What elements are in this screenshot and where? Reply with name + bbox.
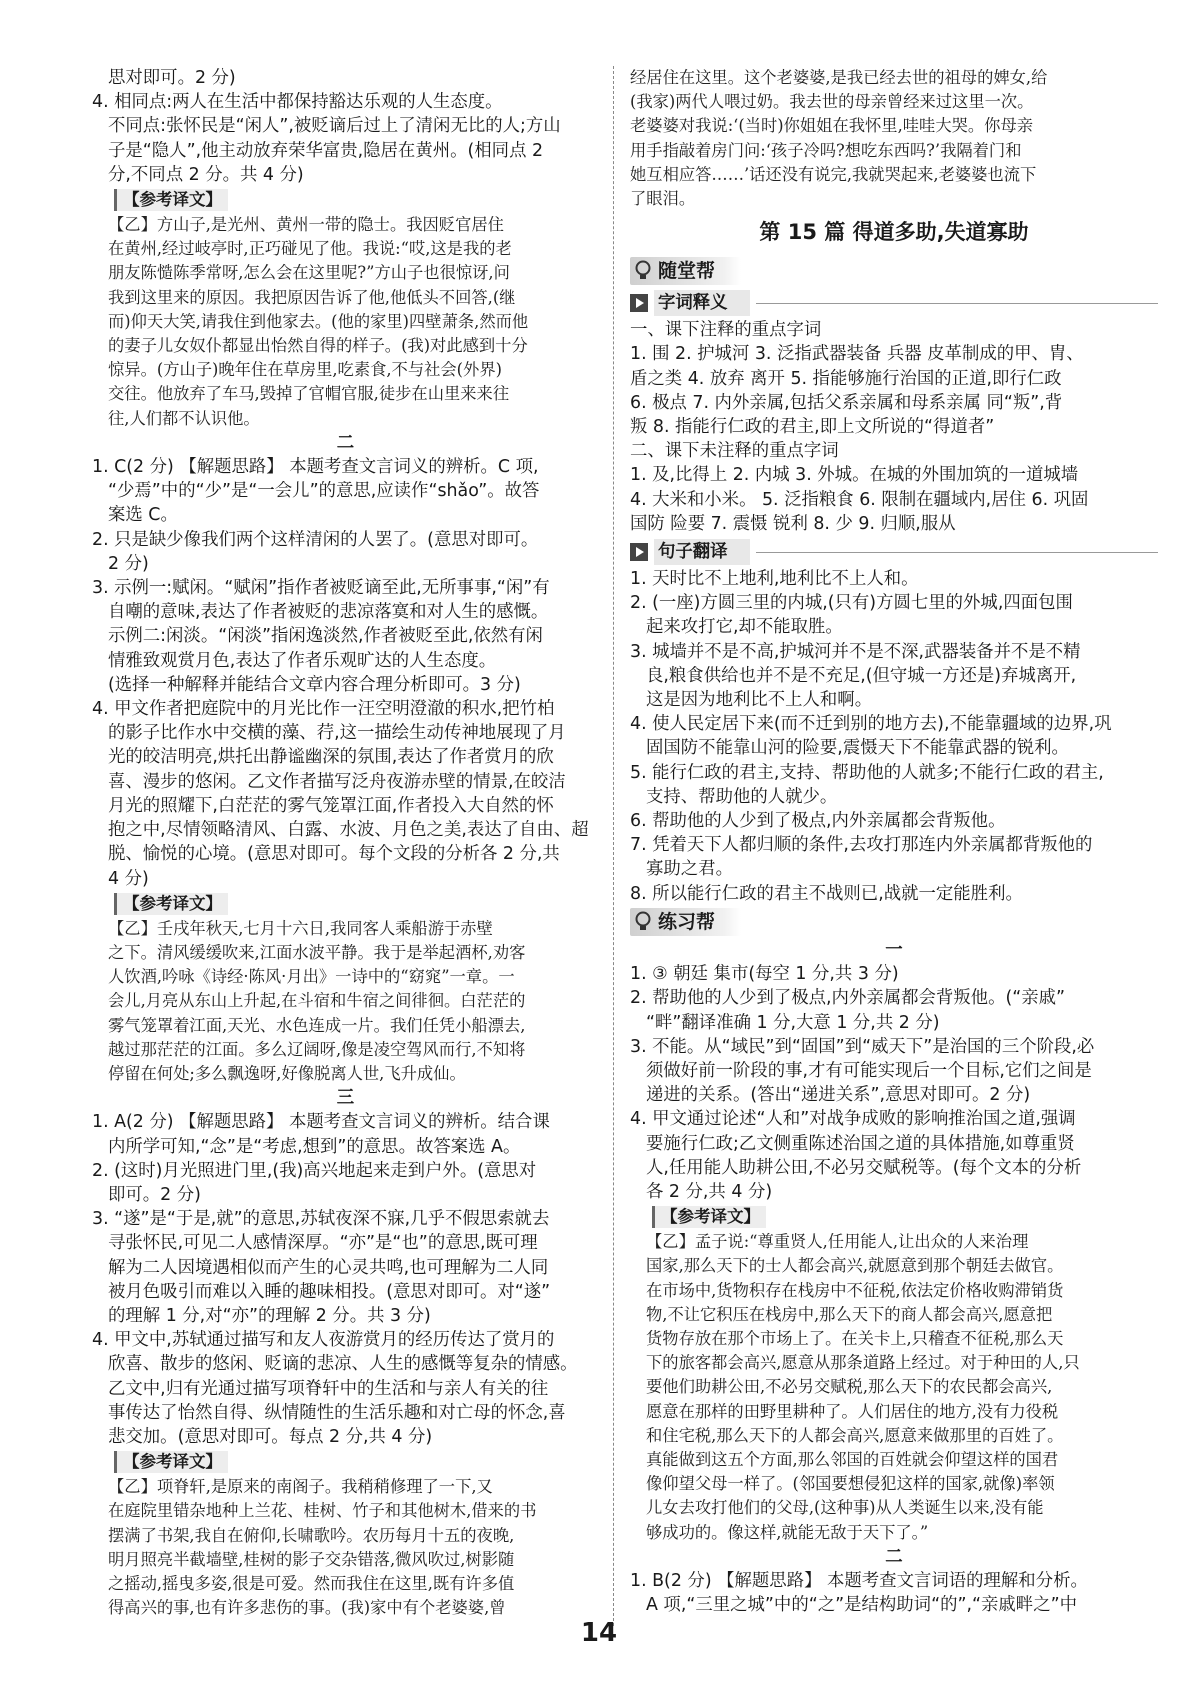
translation-line: 她互相应答……’话还没有说完,我就哭起来,老婆婆也流下 xyxy=(630,164,1037,184)
text-line: 8. 所以能行仁政的君主不战则已,战就一定能胜利。 xyxy=(630,883,1023,904)
translation-line: 国家,那么天下的士人都会高兴,就愿意到那个朝廷去做官。 xyxy=(646,1256,1064,1276)
translation-line: 【乙】壬戌年秋天,七月十六日,我同客人乘船游于赤壁 xyxy=(108,918,493,938)
text-line: 须做好前一阶段的事,才有可能实现后一个目标,它们之间是 xyxy=(646,1060,1092,1081)
translation-line: 摆满了书架,我自在俯仰,长啸歌吟。农历每月十五的夜晚, xyxy=(108,1525,515,1545)
text-line: 叛 8. 指能行仁政的君主,即上文所说的“得道者” xyxy=(630,417,995,438)
text-line: 解为二人因境遇相似而产生的心灵共鸣,也可理解为二人同 xyxy=(108,1257,549,1278)
translation-line: 的妻子儿女奴仆都显出怡然自得的样子。(我)对此感到十分 xyxy=(108,336,528,356)
text-line: 国防 险要 7. 震慑 锐利 8. 少 9. 归顺,服从 xyxy=(630,513,956,534)
translation-line: 和住宅税,那么天下的人都会高兴,愿意来做那里的百姓了。 xyxy=(646,1425,1064,1445)
text-line: 乙文中,归有光通过描写项脊轩中的生活和与亲人有关的往 xyxy=(108,1378,549,1399)
text-line: 这是因为地利比不上人和啊。 xyxy=(646,690,873,711)
text-line: 的影子比作水中交横的藻、荇,这一描绘生动传神地展现了月 xyxy=(108,723,566,744)
translation-line: 越过那茫茫的江面。多么辽阔呀,像是凌空驾风而行,不知将 xyxy=(108,1039,526,1059)
translation-line: 在市场中,货物积存在栈房中不征税,依法定价格收购滞销货 xyxy=(646,1280,1064,1300)
translation-line: 像仰望父母一样了。(邻国要想侵犯这样的国家,就像)率领 xyxy=(646,1474,1055,1494)
reference-translation-label: 【参考译文】 xyxy=(114,893,228,915)
text-line: 递进的关系。(答出“递进关系”,意思对即可。2 分) xyxy=(646,1085,1031,1106)
text-line: 1. 围 2. 护城河 3. 泛指武器装备 兵器 皮革制成的甲、胄、 xyxy=(630,344,1084,365)
text-line: 3. 示例一:赋闲。“赋闲”指作者被贬谪至此,无所事事,“闲”有 xyxy=(92,578,550,599)
text-line: 欣喜、散步的悠闲、贬谪的悲凉、人生的感慨等复杂的情感。 xyxy=(108,1354,578,1375)
translation-line: 之摇动,摇曳多姿,很是可爱。然而我住在这里,既有许多值 xyxy=(108,1573,515,1593)
text-line: 3. 城墙并不是不高,护城河并不是不深,武器装备并不是不精 xyxy=(630,641,1081,662)
text-line: 6. 极点 7. 内外亲属,包括父系亲属和母系亲属 同“叛”,背 xyxy=(630,392,1063,413)
text-line: 1. 天时比不上地利,地利比不上人和。 xyxy=(630,569,919,590)
reference-translation-label: 【参考译文】 xyxy=(114,1451,228,1473)
translation-line: 要他们助耕公田,不必另交赋税,那么天下的农民都会高兴, xyxy=(646,1377,1053,1397)
translation-line: 经居住在这里。这个老婆婆,是我已经去世的祖母的婢女,给 xyxy=(630,68,1048,87)
text-line: 抱之中,尽情领略清风、白露、水波、月色之美,表达了自由、超 xyxy=(108,820,589,841)
translation-line: 会儿,月亮从东山上升起,在斗宿和牛宿之间徘徊。白茫茫的 xyxy=(108,991,526,1011)
text-line: 即可。2 分) xyxy=(108,1184,201,1205)
section-number: 二 xyxy=(885,1546,903,1567)
translation-line: 在黄州,经过岐亭时,正巧碰见了他。我说:“哎,这是我的老 xyxy=(108,239,512,259)
translation-line: 得高兴的事,也有许多悲伤的事。(我)家中有个老婆婆,曾 xyxy=(108,1598,506,1618)
suitang-label: 随堂帮 xyxy=(658,260,716,283)
lianxi-banner xyxy=(630,908,741,936)
text-line: 1. C(2 分) 【解题思路】 本题考查文言词义的辨析。C 项, xyxy=(92,457,539,478)
suitang-banner xyxy=(630,257,741,285)
translation-line: 愿意在那样的田野里耕种了。人们居住的地方,没有力役税 xyxy=(646,1401,1059,1421)
page-number: 14 xyxy=(580,1618,618,1648)
translation-line: 老婆婆对我说:‘(当时)你姐姐在我怀里,哇哇大哭。你母亲 xyxy=(630,116,1034,136)
translation-line: 下的旅客都会高兴,愿意从那条道路上经过。对于种田的人,只 xyxy=(646,1353,1080,1373)
section-number: 三 xyxy=(336,1088,355,1109)
text-line: 6. 帮助他的人少到了极点,内外亲属都会背叛他。 xyxy=(630,811,1006,832)
translation-line: 雾气笼罩着江面,天光、水色连成一片。我们任凭小船漂去, xyxy=(108,1015,526,1035)
text-line: 4 分) xyxy=(108,868,149,889)
text-line: 4. 使人民定居下来(而不迁到别的地方去),不能靠疆域的边界,巩 xyxy=(630,714,1112,735)
text-line: 2 分) xyxy=(108,553,149,574)
juzi-heading xyxy=(630,539,1158,565)
text-line: 一、课下注释的重点字词 xyxy=(630,320,822,341)
reference-translation-label: 【参考译文】 xyxy=(652,1206,766,1228)
text-line: 支持、帮助他的人就少。 xyxy=(646,786,838,807)
translation-line: 朋友陈慥陈季常呀,怎么会在这里呢?”方山子也很惊讶,问 xyxy=(108,263,510,283)
section-number: 二 xyxy=(336,432,355,453)
text-line: 内所学可知,“念”是“考虑,想到”的意思。故答案选 A。 xyxy=(108,1136,521,1157)
text-line: 3. “遂”是“于是,就”的意思,苏轼夜深不寐,几乎不假思索就去 xyxy=(92,1209,550,1230)
text-line: 1. ③ 朝廷 集市(每空 1 分,共 3 分) xyxy=(630,964,899,985)
translation-line: 儿女去攻打他们的父母,(这种事)从人类诞生以来,没有能 xyxy=(646,1498,1044,1518)
text-line: 2. (一座)方圆三里的内城,(只有)方圆七里的外城,四面包围 xyxy=(630,593,1073,614)
right-top-translation xyxy=(630,66,1158,211)
ziyi-content xyxy=(630,318,1158,536)
text-line: 1. 及,比得上 2. 内城 3. 外城。在城的外围加筑的一道城墙 xyxy=(630,465,1079,486)
translation-line: (我家)两代人喂过奶。我去世的母亲曾经来过这里一次。 xyxy=(630,92,1034,112)
text-line: 分,不同点 2 分。共 4 分) xyxy=(108,164,304,185)
translation-line: 在庭院里错杂地种上兰花、桂树、竹子和其他树木,借来的书 xyxy=(108,1501,537,1521)
chapter-title: 第 15 篇 得道多助,失道寡助 xyxy=(759,220,1029,245)
translation-line: 交往。他放弃了车马,毁掉了官帽官服,徒步在山里来来往 xyxy=(108,384,510,404)
text-line: 寻张怀民,可见二人感情深厚。“亦”是“也”的意思,既可理 xyxy=(108,1233,538,1254)
translation-line: 【乙】方山子,是光州、黄州一带的隐士。我因贬官居住 xyxy=(108,215,504,235)
text-line: 7. 凭着天下人都归顺的条件,去攻打那连内外亲属都背叛他的 xyxy=(630,835,1093,856)
translation-line: 真能做到这五个方面,那么邻国的百姓就会仰望这样的国君 xyxy=(646,1449,1059,1469)
text-line: 月光的照耀下,白茫茫的雾气笼罩江面,作者投入大自然的怀 xyxy=(108,795,554,816)
text-line: 光的皎洁明亮,烘托出静谧幽深的氛围,表达了作者赏月的欣 xyxy=(108,747,554,768)
text-line: 2. 只是缺少像我们两个这样清闲的人罢了。(意思对即可。 xyxy=(92,529,539,550)
text-line: 示例二:闲淡。“闲淡”指闲逸淡然,作者被贬至此,依然有闲 xyxy=(108,626,543,647)
text-line: 起来攻打它,却不能取胜。 xyxy=(646,617,843,638)
translation-line: 惊异。(方山子)晚年住在草房里,吃素食,不与社会(外界) xyxy=(108,360,502,380)
lianxi-content xyxy=(630,938,1158,1617)
text-line: 1. A(2 分) 【解题思路】 本题考查文言词义的辨析。结合课 xyxy=(92,1112,550,1133)
translation-line: 我到这里来的原因。我把原因告诉了他,他低头不回答,(继 xyxy=(108,287,516,307)
text-line: 固国防不能靠山河的险要,震慑天下不能靠武器的锐利。 xyxy=(646,738,1069,759)
text-line: 2. 帮助他的人少到了极点,内外亲属都会背叛他。(“亲戚” xyxy=(630,988,1066,1009)
translation-line: 物,不让它积压在栈房中,那么天下的商人都会高兴,愿意把 xyxy=(646,1304,1053,1324)
text-line: 脱、愉悦的心境。(意思对即可。每个文段的分析各 2 分,共 xyxy=(108,844,560,865)
translation-line: 之下。清风缓缓吹来,江面水波平静。我于是举起酒杯,劝客 xyxy=(108,942,526,962)
translation-line: 了眼泪。 xyxy=(630,189,696,209)
lightbulb-icon xyxy=(634,911,652,933)
text-line: 2. (这时)月光照进门里,(我)高兴地起来走到户外。(意思对 xyxy=(92,1160,537,1181)
text-line: 的理解 1 分,对“亦”的理解 2 分。共 3 分) xyxy=(108,1305,431,1326)
text-line: 5. 能行仁政的君主,支持、帮助他的人就多;不能行仁政的君主, xyxy=(630,762,1104,783)
text-line: 良,粮食供给也并不是不充足,(但守城一方还是)弃城离开, xyxy=(646,665,1077,686)
translation-line: 够成功的。像这样,就能无敌于天下了。” xyxy=(646,1522,929,1542)
text-line: 4. 甲文通过论述“人和”对战争成败的影响推治国之道,强调 xyxy=(630,1109,1076,1130)
text-line: 情雅致观赏月色,表达了作者乐观旷达的人生态度。 xyxy=(108,650,497,671)
text-line: 寡助之君。 xyxy=(646,859,733,880)
text-line: 3. 不能。从“域民”到“固国”到“威天下”是治国的三个阶段,必 xyxy=(630,1036,1095,1057)
juzi-label: 句子翻译 xyxy=(654,539,750,565)
translation-line: 停留在何处;多么飘逸呀,好像脱离人世,飞升成仙。 xyxy=(108,1063,466,1083)
text-line: 4. 甲文作者把庭院中的月光比作一汪空明澄澈的积水,把竹柏 xyxy=(92,699,555,720)
text-line: A 项,“三里之城”中的“之”是结构助词“的”,“亲戚畔之”中 xyxy=(646,1595,1077,1616)
translation-line: 【乙】项脊轩,是原来的南阁子。我稍稍修理了一下,又 xyxy=(108,1477,493,1497)
text-line: 4. 甲文中,苏轼通过描写和友人夜游赏月的经历传达了赏月的 xyxy=(92,1330,555,1351)
translation-line: 而)仰天大笑,请我住到他家去。(他的家里)四壁萧条,然而他 xyxy=(108,311,529,331)
text-line: 各 2 分,共 4 分) xyxy=(646,1181,773,1202)
text-line: 自嘲的意味,表达了作者被贬的悲凉落寞和对人生的感慨。 xyxy=(108,602,549,623)
section-number: 一 xyxy=(885,939,903,960)
juzi-content xyxy=(630,567,1158,906)
text-line: 4. 相同点:两人在生活中都保持豁达乐观的人生态度。 xyxy=(92,92,503,113)
text-line: 思对即可。2 分) xyxy=(108,68,236,88)
text-line: 被月色吸引而难以入睡的趣味相投。(意思对即可。对“遂” xyxy=(108,1281,551,1302)
lightbulb-icon xyxy=(634,260,652,282)
text-line: 案选 C。 xyxy=(108,505,178,526)
translation-line: 往,人们都不认识他。 xyxy=(108,408,260,428)
translation-line: 人饮酒,吟咏《诗经·陈风·月出》一诗中的“窈窕”一章。一 xyxy=(108,967,515,987)
lianxi-label: 练习帮 xyxy=(658,910,716,933)
translation-line: 【乙】孟子说:“尊重贤人,任用能人,让出众的人来治理 xyxy=(646,1232,1029,1252)
text-line: (选择一种解释并能结合文章内容合理分析即可。3 分) xyxy=(108,674,521,695)
text-line: 不同点:张怀民是“闲人”,被贬谪后过上了清闲无比的人;方山 xyxy=(108,116,561,137)
column-divider xyxy=(613,66,614,1626)
text-line: 1. B(2 分) 【解题思路】 本题考查文言词语的理解和分析。 xyxy=(630,1570,1088,1591)
text-line: “畔”翻译准确 1 分,大意 1 分,共 2 分) xyxy=(646,1012,940,1033)
translation-line: 用手指敲着房门问:‘孩子冷吗?想吃东西吗?’我隔着门和 xyxy=(630,140,1022,160)
text-line: 事传达了怡然自得、纵情随性的生活乐趣和对亡母的怀念,喜 xyxy=(108,1402,566,1423)
text-line: 二、课下未注释的重点字词 xyxy=(630,441,839,462)
heading-rule xyxy=(756,303,1158,304)
ziyi-heading xyxy=(630,290,1158,316)
left-column xyxy=(92,66,599,1620)
ziyi-label: 字词释义 xyxy=(654,290,750,316)
translation-line: 货物存放在那个市场上了。在关卡上,只稽查不征税,那么天 xyxy=(646,1328,1064,1348)
text-line: 要施行仁政;乙文侧重陈述治国之道的具体措施,如尊重贤 xyxy=(646,1133,1075,1154)
text-line: 喜、漫步的悠闲。乙文作者描写泛舟夜游赤壁的情景,在皎洁 xyxy=(108,771,566,792)
text-line: “少焉”中的“少”是“一会儿”的意思,应读作“shǎo”。故答 xyxy=(108,481,540,502)
text-line: 4. 大米和小米。 5. 泛指粮食 6. 限制在疆域内,居住 6. 巩固 xyxy=(630,489,1089,510)
reference-translation-label: 【参考译文】 xyxy=(114,189,228,211)
text-line: 人,任用能人助耕公田,不必另交赋税等。(每个文本的分析 xyxy=(646,1157,1082,1178)
text-line: 盾之类 4. 放弃 离开 5. 指能够施行治国的正道,即行仁政 xyxy=(630,368,1062,389)
text-line: 悲交加。(意思对即可。每点 2 分,共 4 分) xyxy=(108,1426,433,1447)
play-icon xyxy=(630,294,648,312)
play-icon xyxy=(630,543,648,561)
right-column xyxy=(630,66,1158,1617)
heading-rule xyxy=(756,552,1158,553)
text-line: 子是“隐人”,他主动放弃荣华富贵,隐居在黄州。(相同点 2 xyxy=(108,140,544,161)
translation-line: 明月照亮半截墙壁,桂树的影子交杂错落,微风吹过,树影随 xyxy=(108,1549,515,1569)
